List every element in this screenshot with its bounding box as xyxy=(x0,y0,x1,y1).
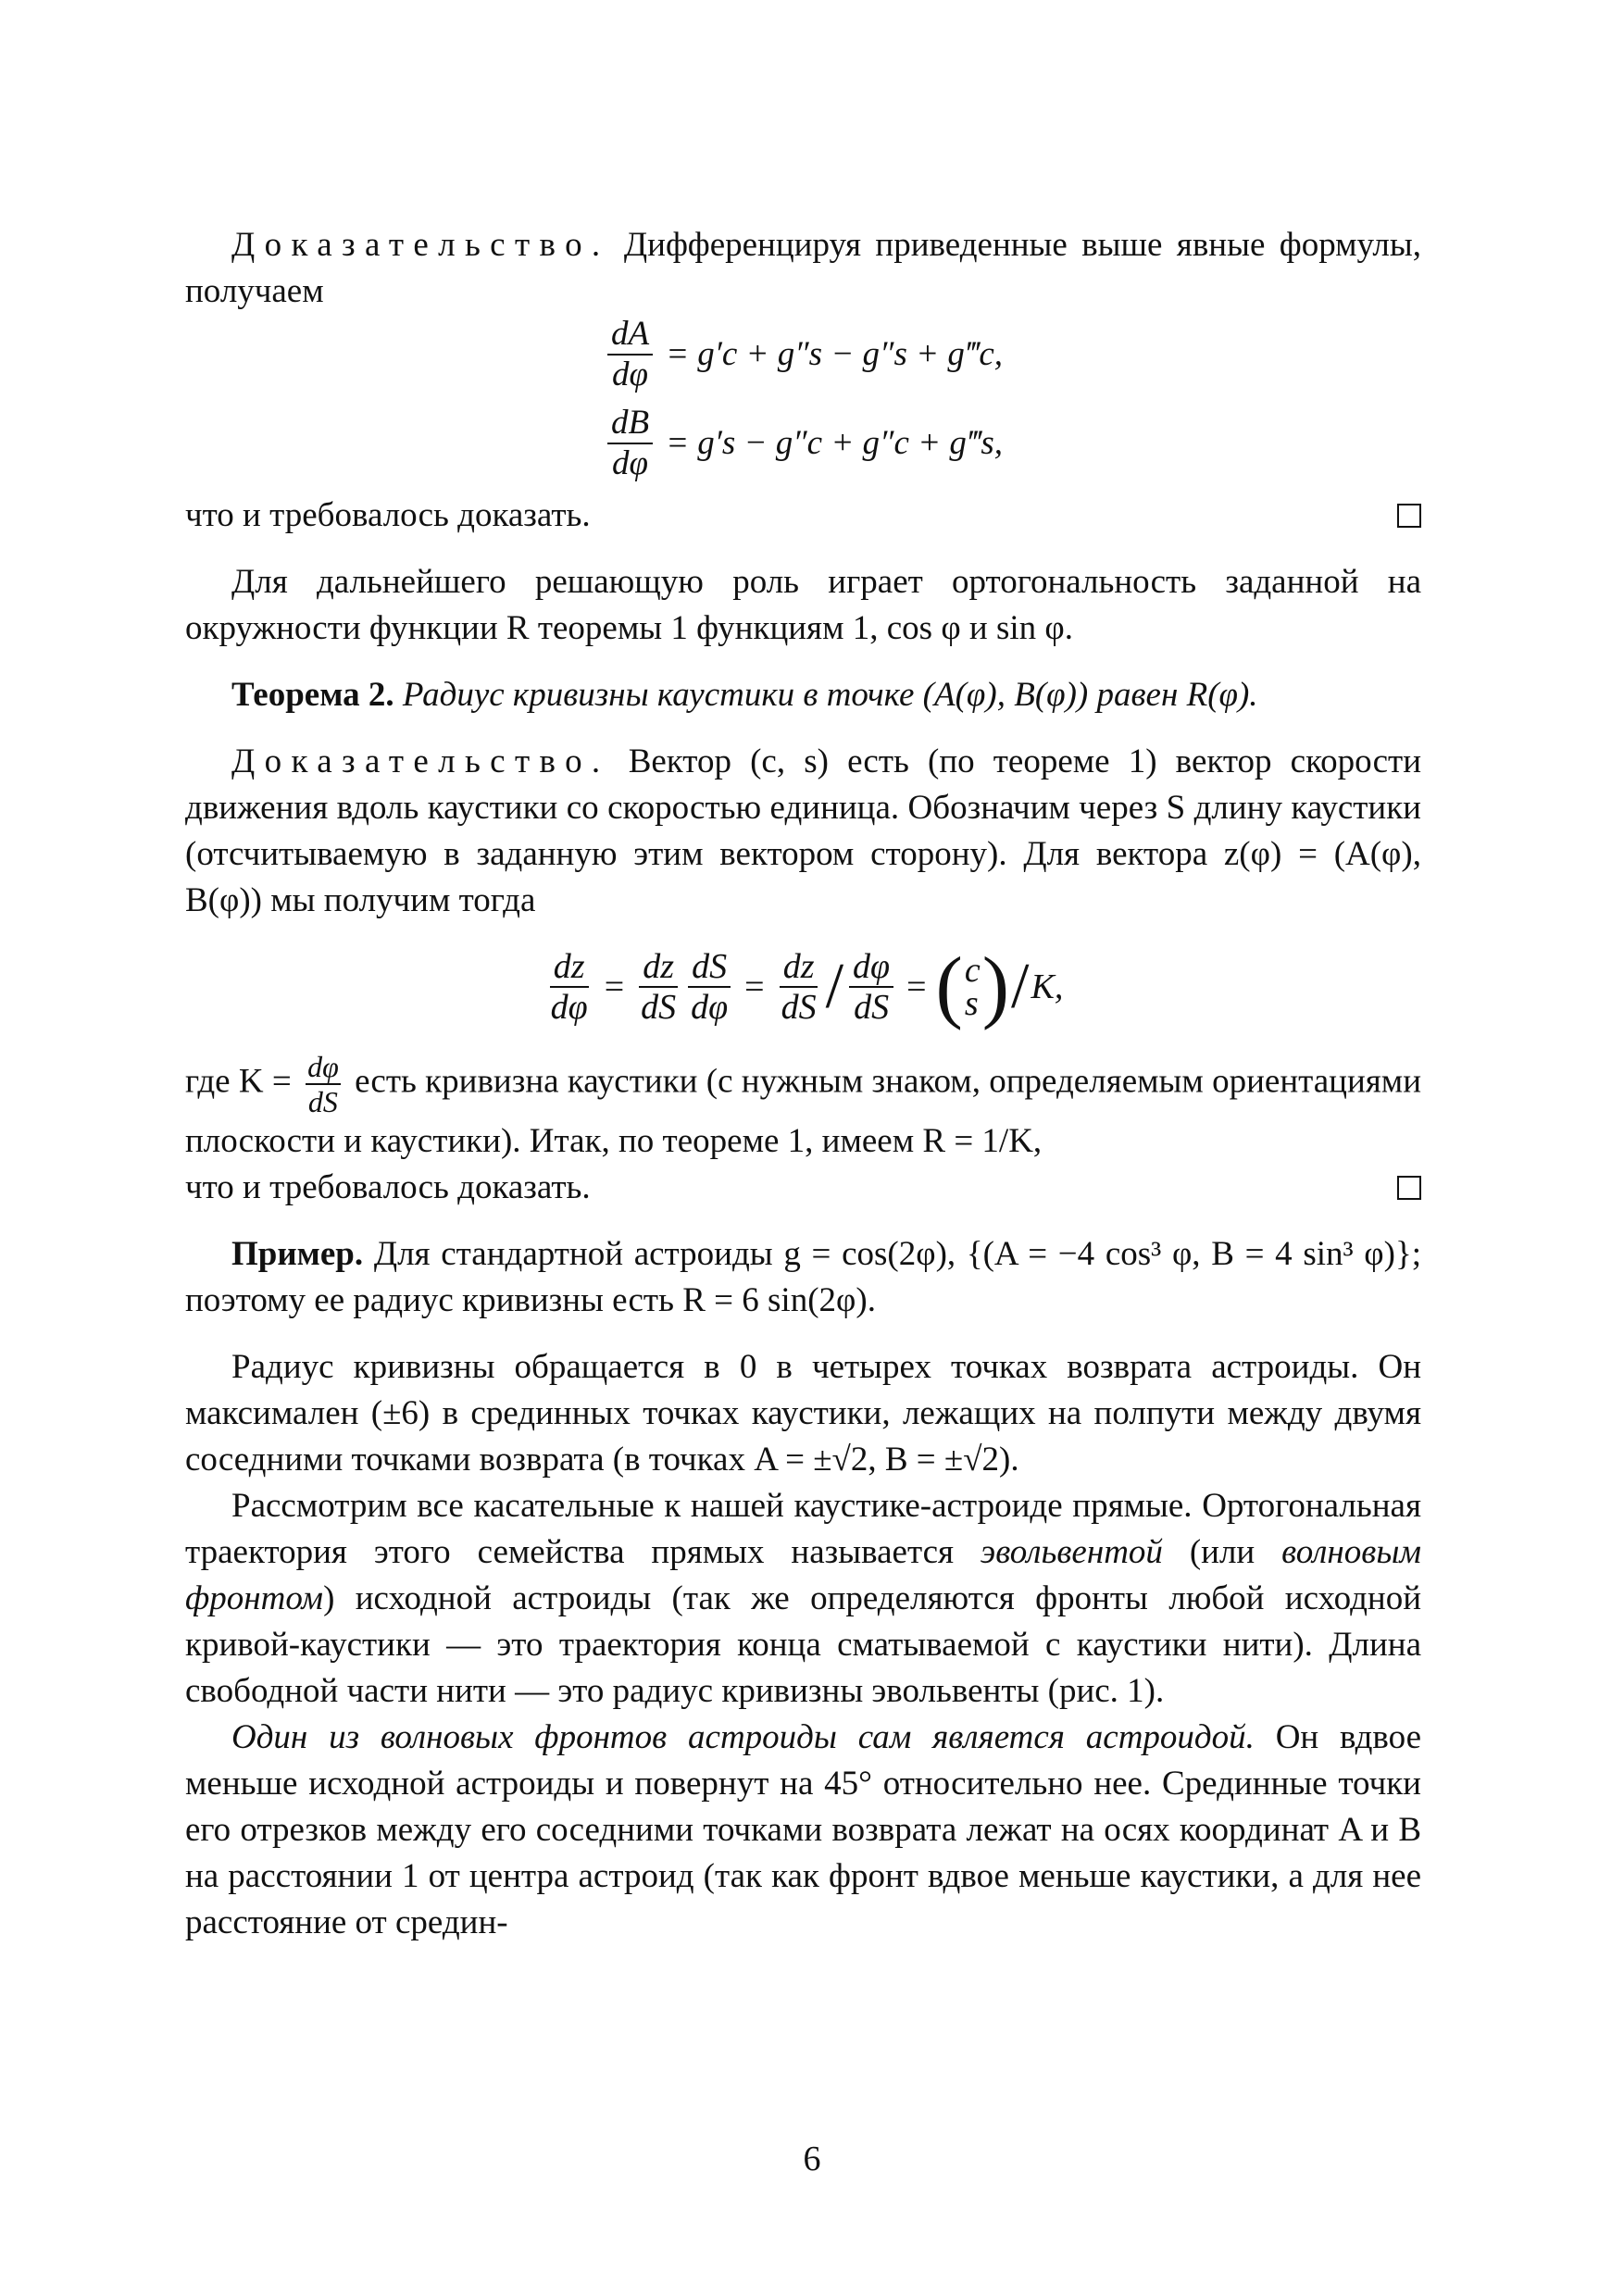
fraction-denominator: dφ xyxy=(691,988,729,1027)
tangent-text-3: ) исходной астроиды (так же определяются фронты любой исходной кривой-каустики — это траектория конца сматываемой с каустики нити). Длина свободной части нити — это радиус кривизны эвольвенты (рис. 1). xyxy=(185,1579,1421,1710)
division-slash: / xyxy=(1011,951,1030,1022)
front-statement: Один из волновых фронтов астроиды сам является астроидой. xyxy=(231,1718,1255,1756)
fraction-denominator: dφ xyxy=(550,988,588,1027)
column-vector xyxy=(935,942,1010,1031)
fraction xyxy=(637,947,680,1027)
right-paren: ) xyxy=(981,942,1010,1031)
tangent-text-2: (или xyxy=(1162,1533,1282,1571)
proof1-end: что и требовалось доказать. xyxy=(185,496,591,534)
example-text: Для стандартной астроиды g = cos(2φ), {(A = −4 cos³ φ, B = 4 sin³ φ)}; поэтому ее радиус кривизны есть R = 6 sin(2φ). xyxy=(185,1235,1422,1319)
paragraph-front xyxy=(185,1715,1421,1946)
fraction-numerator: dz xyxy=(639,947,678,988)
proof1-end-line xyxy=(185,493,1421,539)
fraction xyxy=(687,947,731,1027)
equals-sign: = xyxy=(906,967,927,1006)
theorem2-paragraph xyxy=(185,672,1421,718)
fraction-denominator: dφ xyxy=(612,444,648,482)
paragraph-tangent xyxy=(185,1483,1421,1715)
proof1-text: Дифференцируя приведенные выше явные формулы, получаем xyxy=(185,226,1422,310)
term-involute: эвольвентой xyxy=(980,1533,1163,1571)
equals-sign: = xyxy=(744,967,765,1006)
equation-dA xyxy=(185,315,1421,394)
division-slash: / xyxy=(825,951,844,1022)
proof2-label: Доказательство. xyxy=(231,742,610,780)
left-paren: ( xyxy=(935,942,963,1031)
fraction xyxy=(778,947,820,1027)
term-wavefront: волновым фронтом xyxy=(185,1533,1421,1617)
fraction-denominator: dS xyxy=(641,988,677,1027)
qed-square-icon xyxy=(1397,1176,1421,1200)
where-post: есть кривизна каустики (с нужным знаком, определяемым ориентациями плоскости и каустики). Итак, по теореме 1, имеем R = 1/K, xyxy=(185,1062,1422,1160)
proof1-paragraph xyxy=(185,222,1421,315)
fraction xyxy=(547,947,592,1027)
example-label: Пример. xyxy=(231,1235,364,1273)
theorem2-label: Теорема 2. xyxy=(231,676,394,714)
fraction-numerator: dφ xyxy=(849,947,893,988)
front-text: Он вдвое меньше исходной астроиды и повернут на 45° относительно нее. Срединные точки его отрезков между его соседними точками возврата лежат на осях координат A и B на расстоянии 1 от центра астроид (так как фронт вдвое меньше каустики, а для нее расстояние от средин- xyxy=(185,1718,1421,1941)
fraction-numerator: dB xyxy=(607,404,653,444)
page-number: 6 xyxy=(803,2140,821,2178)
fraction-denominator: dS xyxy=(781,988,817,1027)
tangent-text-1: Рассмотрим все касательные к нашей каустике-астроиде прямые. Ортогональная траектория этого семейства прямых называется xyxy=(185,1487,1421,1571)
example-paragraph xyxy=(185,1231,1421,1324)
paragraph-orthogonality: Для дальнейшего решающую роль играет ортогональность заданной на окружности функции R теоремы 1 функциям 1, cos φ и sin φ. xyxy=(185,563,1421,647)
chain-tail: K, xyxy=(1031,967,1064,1006)
fraction-denominator: dS xyxy=(307,1085,338,1118)
fraction-numerator: dφ xyxy=(307,1050,339,1083)
where-pre: где K = xyxy=(185,1062,292,1101)
fraction-numerator: dS xyxy=(688,947,731,988)
fraction xyxy=(849,947,893,1027)
proof2-where-paragraph xyxy=(185,1050,1421,1165)
fraction-dA xyxy=(607,315,653,394)
proof2-end: что и требовалось доказать. xyxy=(185,1168,591,1206)
equation-chain-rule xyxy=(185,942,1421,1031)
equation-dB xyxy=(185,404,1421,483)
qed-square-icon xyxy=(1397,504,1421,528)
equation-rhs: = g′c + g″s − g″s + g‴c, xyxy=(666,335,1004,373)
proof2-end-line xyxy=(185,1165,1421,1211)
page-body xyxy=(185,222,1421,1946)
vector-column xyxy=(963,951,982,1023)
vector-bottom: s xyxy=(964,984,979,1023)
equals-sign: = xyxy=(604,967,625,1006)
equation-rhs: = g′s − g″c + g″c + g‴s, xyxy=(666,424,1004,462)
fraction-numerator: dz xyxy=(780,947,818,988)
fraction-numerator: dA xyxy=(607,315,653,356)
fraction-denominator: dS xyxy=(854,988,890,1027)
vector-top: c xyxy=(964,951,981,990)
theorem2-text: Радиус кривизны каустики в точке (A(φ), B(φ)) равен R(φ). xyxy=(402,676,1258,714)
fraction-curvature xyxy=(306,1050,341,1118)
fraction-dB xyxy=(607,404,653,483)
fraction-denominator: dφ xyxy=(612,356,648,393)
proof2-text: Вектор (c, s) есть (по теореме 1) вектор скорости движения вдоль каустики со скоростью единица. Обозначим через S длину каустики (отсчитываемую в заданную этим вектором сторону). Для вектора z(φ) = (A(φ), B(φ)) мы получим тогда xyxy=(185,742,1421,919)
proof2-paragraph xyxy=(185,739,1421,924)
fraction-numerator: dz xyxy=(550,947,589,988)
proof1-label: Доказательство. xyxy=(231,226,610,264)
paragraph-radius: Радиус кривизны обращается в 0 в четырех точках возврата астроиды. Он максимален (±6) в срединных точках каустики, лежащих на полпути между двумя соседними точками возврата (в точках A = ±√2, B = ±√2). xyxy=(185,1348,1421,1479)
